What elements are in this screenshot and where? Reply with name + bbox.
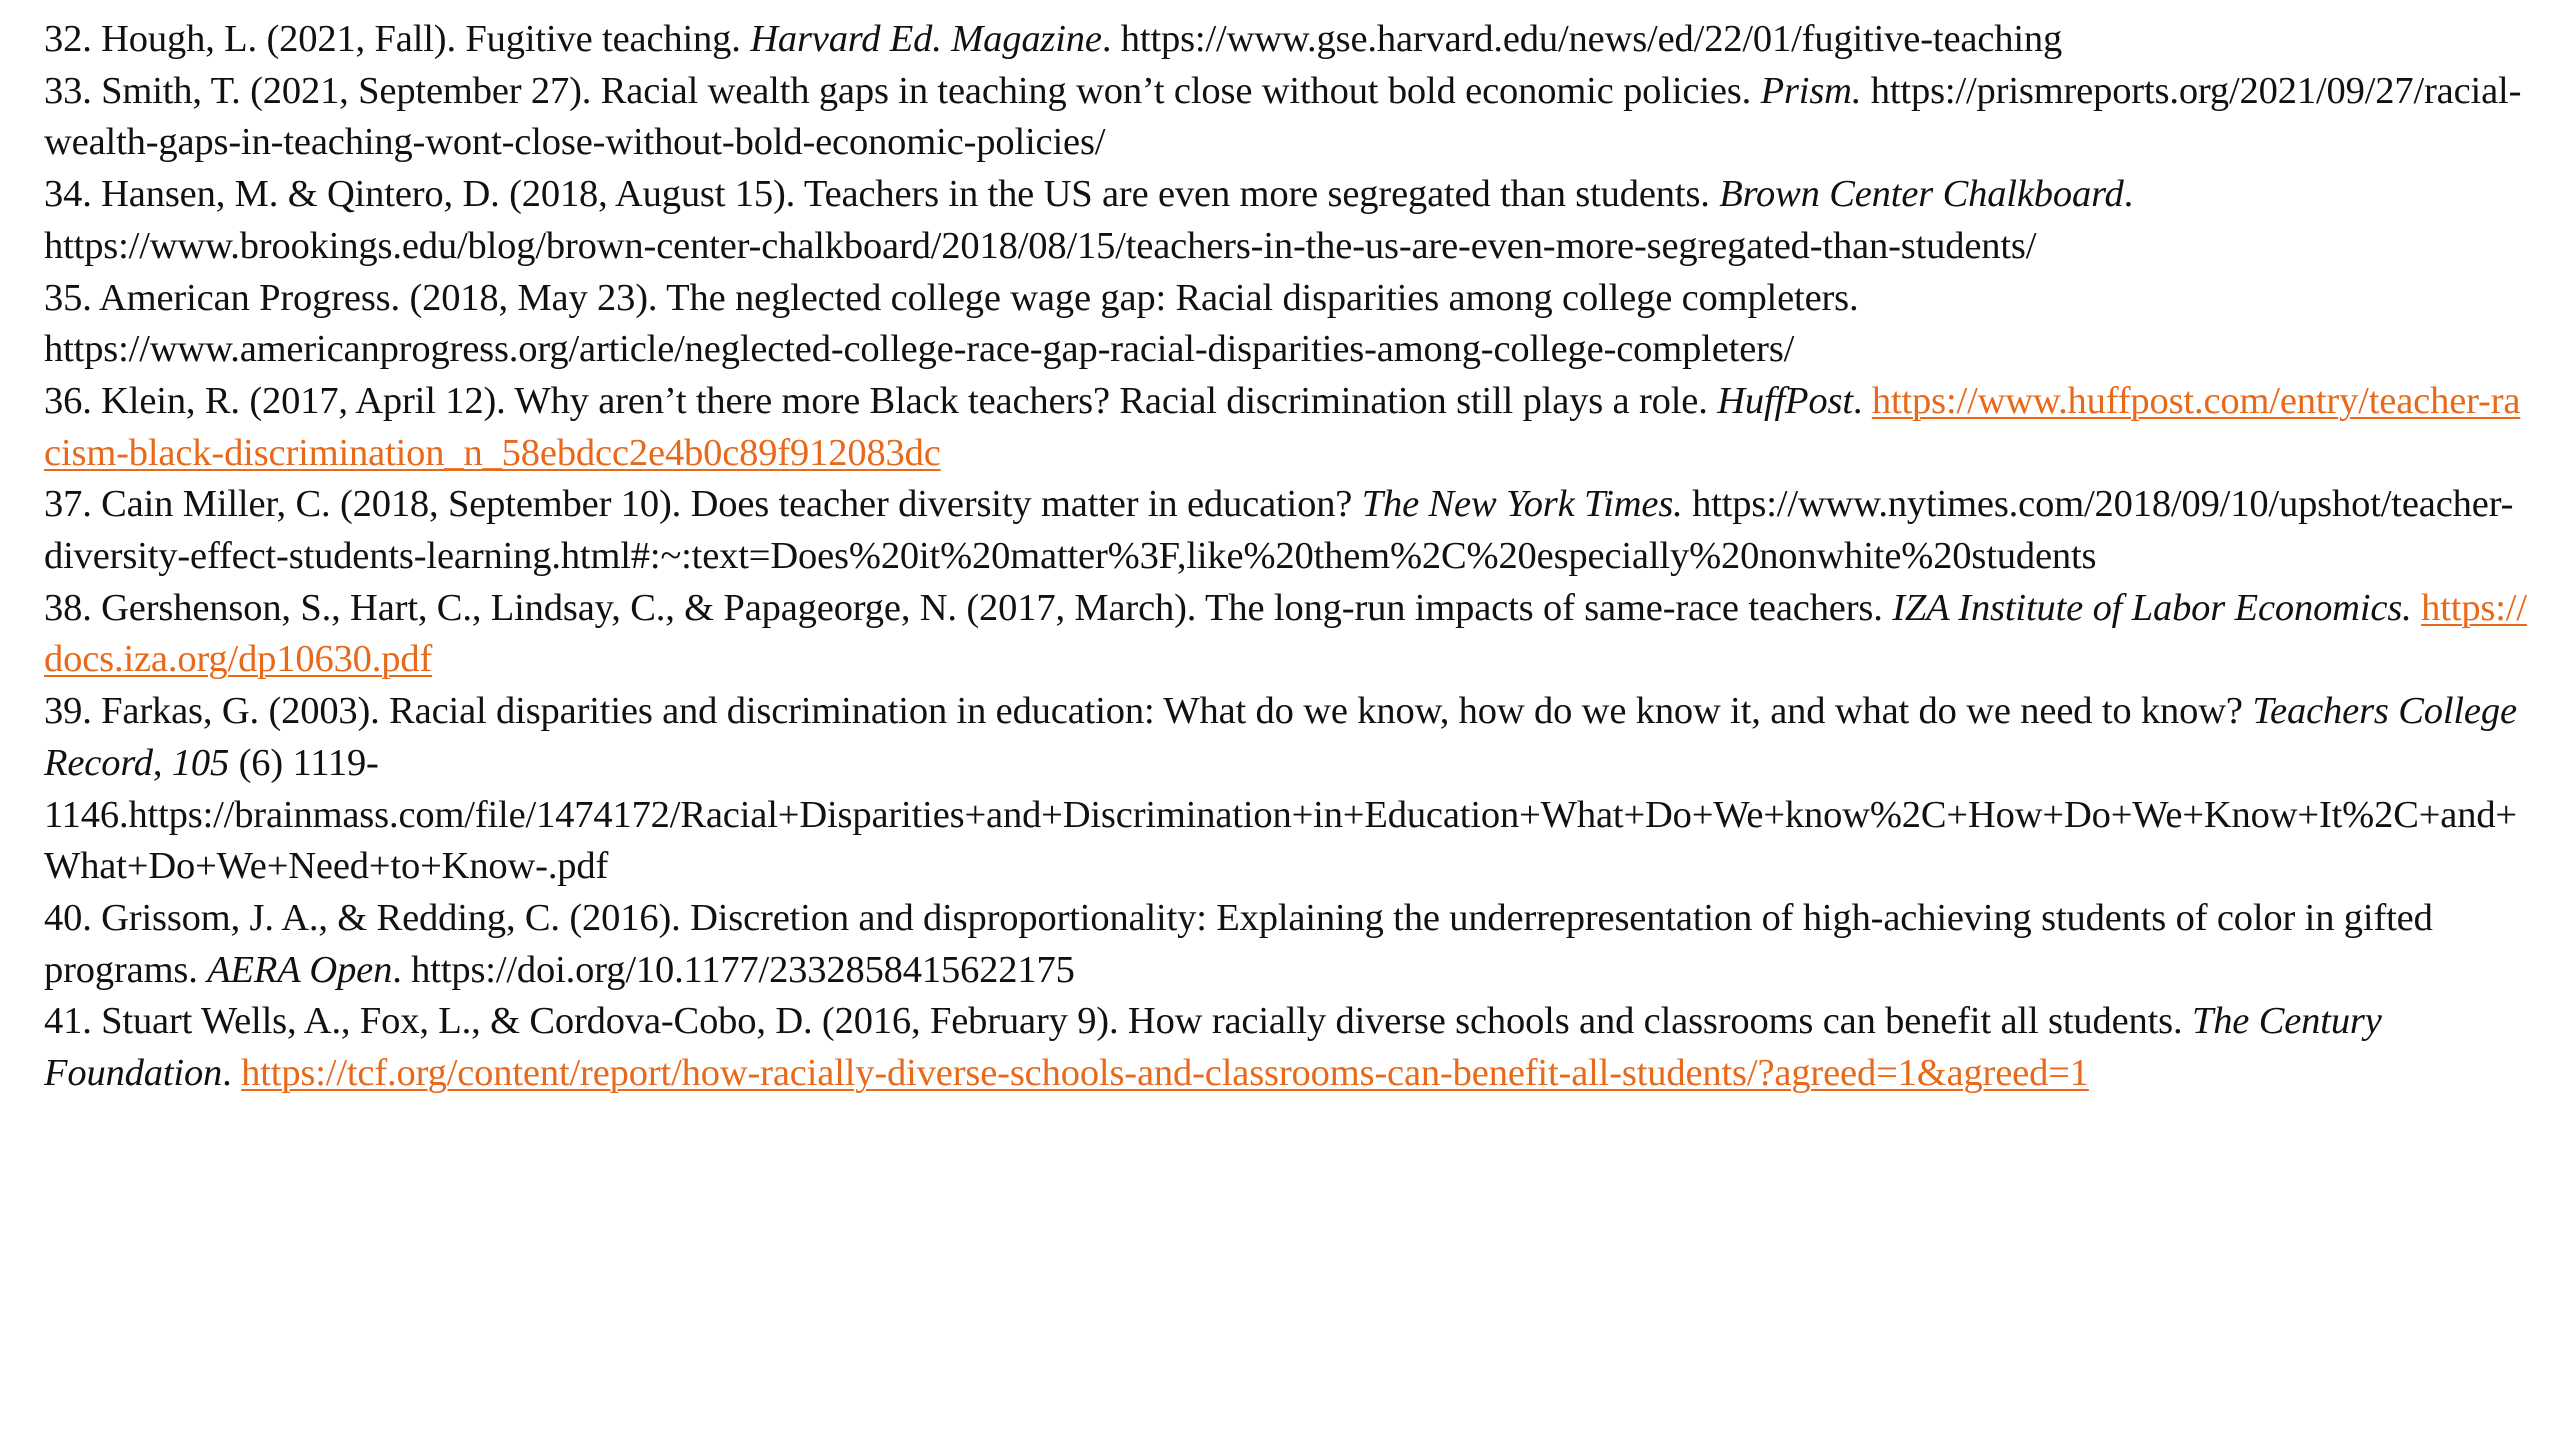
- citation-text: 32. Hough, L. (2021, Fall). Fugitive teaching.: [44, 18, 751, 60]
- italic-title: 105: [171, 741, 230, 784]
- citation-text: 40. Grissom, J. A., & Redding, C. (2016). Discretion and disproportionality: Explaining the underrepresentation of high-achieving students of color in gifted programs.: [44, 896, 2433, 991]
- hyperlink[interactable]: https://docs.iza.org/dp10630.pdf: [44, 586, 2527, 681]
- citation-text: . https://doi.org/10.1177/2332858415622175: [392, 948, 1075, 991]
- italic-title: The New York Times.: [1361, 483, 1683, 526]
- ref-33: [44, 66, 2534, 169]
- ref-40: [44, 893, 2534, 996]
- italic-title: HuffPost: [1717, 379, 1853, 422]
- italic-title: Brown Center Chalkboard: [1719, 173, 2124, 216]
- ref-35: [44, 273, 2534, 376]
- citation-text: . https://www.brookings.edu/blog/brown-center-chalkboard/2018/08/15/teachers-in-the-us-are-even-more-segregated-than-students/: [44, 173, 2134, 267]
- citation-text: 34. Hansen, M. & Qintero, D. (2018, August 15). Teachers in the US are even more segregated than students.: [44, 173, 1720, 216]
- citation-text: 33. Smith, T. (2021, September 27). Racial wealth gaps in teaching won’t close without bold economic policies.: [44, 69, 1761, 112]
- ref-37: [44, 479, 2534, 582]
- hyperlink[interactable]: https://tcf.org/content/report/how-racially-diverse-schools-and-classrooms-can-benefit-all-students/?agreed=1&agreed=1: [241, 1052, 2089, 1095]
- citation-text: 37. Cain Miller, C. (2018, September 10). Does teacher diversity matter in education?: [44, 483, 1362, 526]
- italic-title: The Century Foundation: [44, 1000, 2382, 1095]
- citation-text: (6) 1119-1146.https://brainmass.com/file/1474172/Racial+Disparities+and+Discrimination+in+Education+What+Do+We+know%2C+How+Do+We+Know+It%2C+and+What+Do+We+Need+to+Know-.pdf: [44, 741, 2517, 888]
- italic-title: AERA Open: [207, 948, 393, 991]
- citation-text: .: [1852, 379, 1872, 422]
- citation-text: 41. Stuart Wells, A., Fox, L., & Cordova-Cobo, D. (2016, February 9). How racially diverse schools and classrooms can benefit all students.: [44, 1000, 2192, 1043]
- ref-32: [44, 14, 2534, 66]
- citation-text: 35. American Progress. (2018, May 23). The neglected college wage gap: Racial disparities among college completers. https://www.americanprogress.org/article/neglected-college-race-gap-racial-disparities-among-college-completers/: [44, 276, 1859, 371]
- hyperlink[interactable]: https://www.huffpost.com/entry/teacher-racism-black-discrimination_n_58ebdcc2e4b0c89f912083dc: [44, 379, 2521, 474]
- citation-text: 38. Gershenson, S., Hart, C., Lindsay, C., & Papageorge, N. (2017, March). The long-run impacts of same-race teachers.: [44, 586, 1893, 629]
- citation-text: . https://www.gse.harvard.edu/news/ed/22/01/fugitive-teaching: [1101, 18, 2063, 60]
- citation-text: ,: [152, 741, 172, 784]
- ref-39: [44, 686, 2534, 893]
- citation-text: 36. Klein, R. (2017, April 12). Why aren’t there more Black teachers? Racial discrimination still plays a role.: [44, 379, 1718, 422]
- ref-41: [44, 996, 2534, 1099]
- italic-title: Prism.: [1760, 69, 1862, 112]
- italic-title: IZA Institute of Labor Economics.: [1892, 586, 2412, 629]
- citation-text: https://www.nytimes.com/2018/09/10/upshot/teacher-diversity-effect-students-learning.html#:~:text=Does%20it%20matter%3F,like%20them%2C%20especially%20nonwhite%20students: [44, 483, 2514, 578]
- italic-title: Harvard Ed. Magazine: [750, 18, 1102, 60]
- ref-38: [44, 583, 2534, 686]
- citation-text: 39. Farkas, G. (2003). Racial disparities and discrimination in education: What do we know, how do we know it, and what do we need to know?: [44, 690, 2253, 733]
- citation-text: https://prismreports.org/2021/09/27/racial-wealth-gaps-in-teaching-wont-close-without-bold-economic-policies/: [44, 69, 2522, 164]
- ref-34: [44, 169, 2534, 272]
- citation-text: .: [222, 1052, 242, 1095]
- italic-title: Teachers College Record: [44, 690, 2517, 784]
- reference-list: [44, 14, 2534, 1100]
- citation-text: [2412, 587, 2421, 629]
- ref-36: [44, 376, 2534, 479]
